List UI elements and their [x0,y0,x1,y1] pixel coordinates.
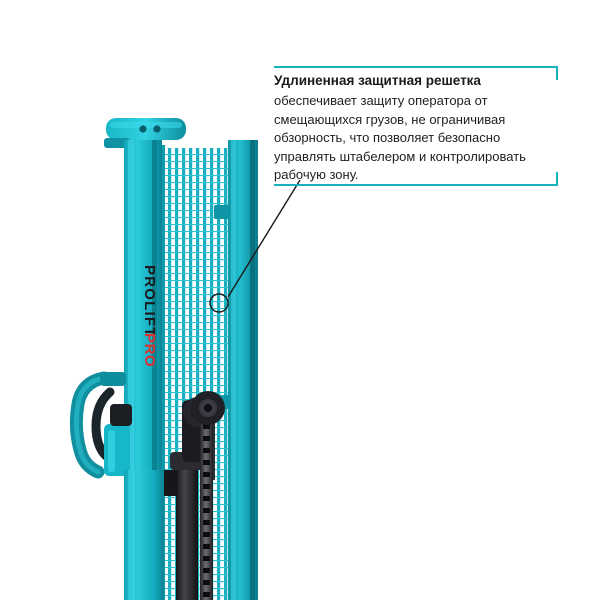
operator-handle [76,372,132,476]
callout-top-rule [274,66,558,68]
lift-chain [200,418,213,600]
svg-text:PROLIFT: PROLIFT [141,265,158,338]
callout-title: Удлиненная защитная решетка [274,73,481,88]
callout-text-block [274,72,558,185]
brand-logo [141,265,158,367]
callout-body: обеспечивает защиту оператора от смещающихся грузов, не ограничивая обзорность, что позволяет безопасно управлять штабелером и контролировать рабочую зону. [274,93,526,182]
svg-text:PRO: PRO [141,333,158,368]
chain-sprocket [191,391,225,425]
callout-bottom-rule [274,184,558,186]
lower-frame-bracket [124,470,164,600]
